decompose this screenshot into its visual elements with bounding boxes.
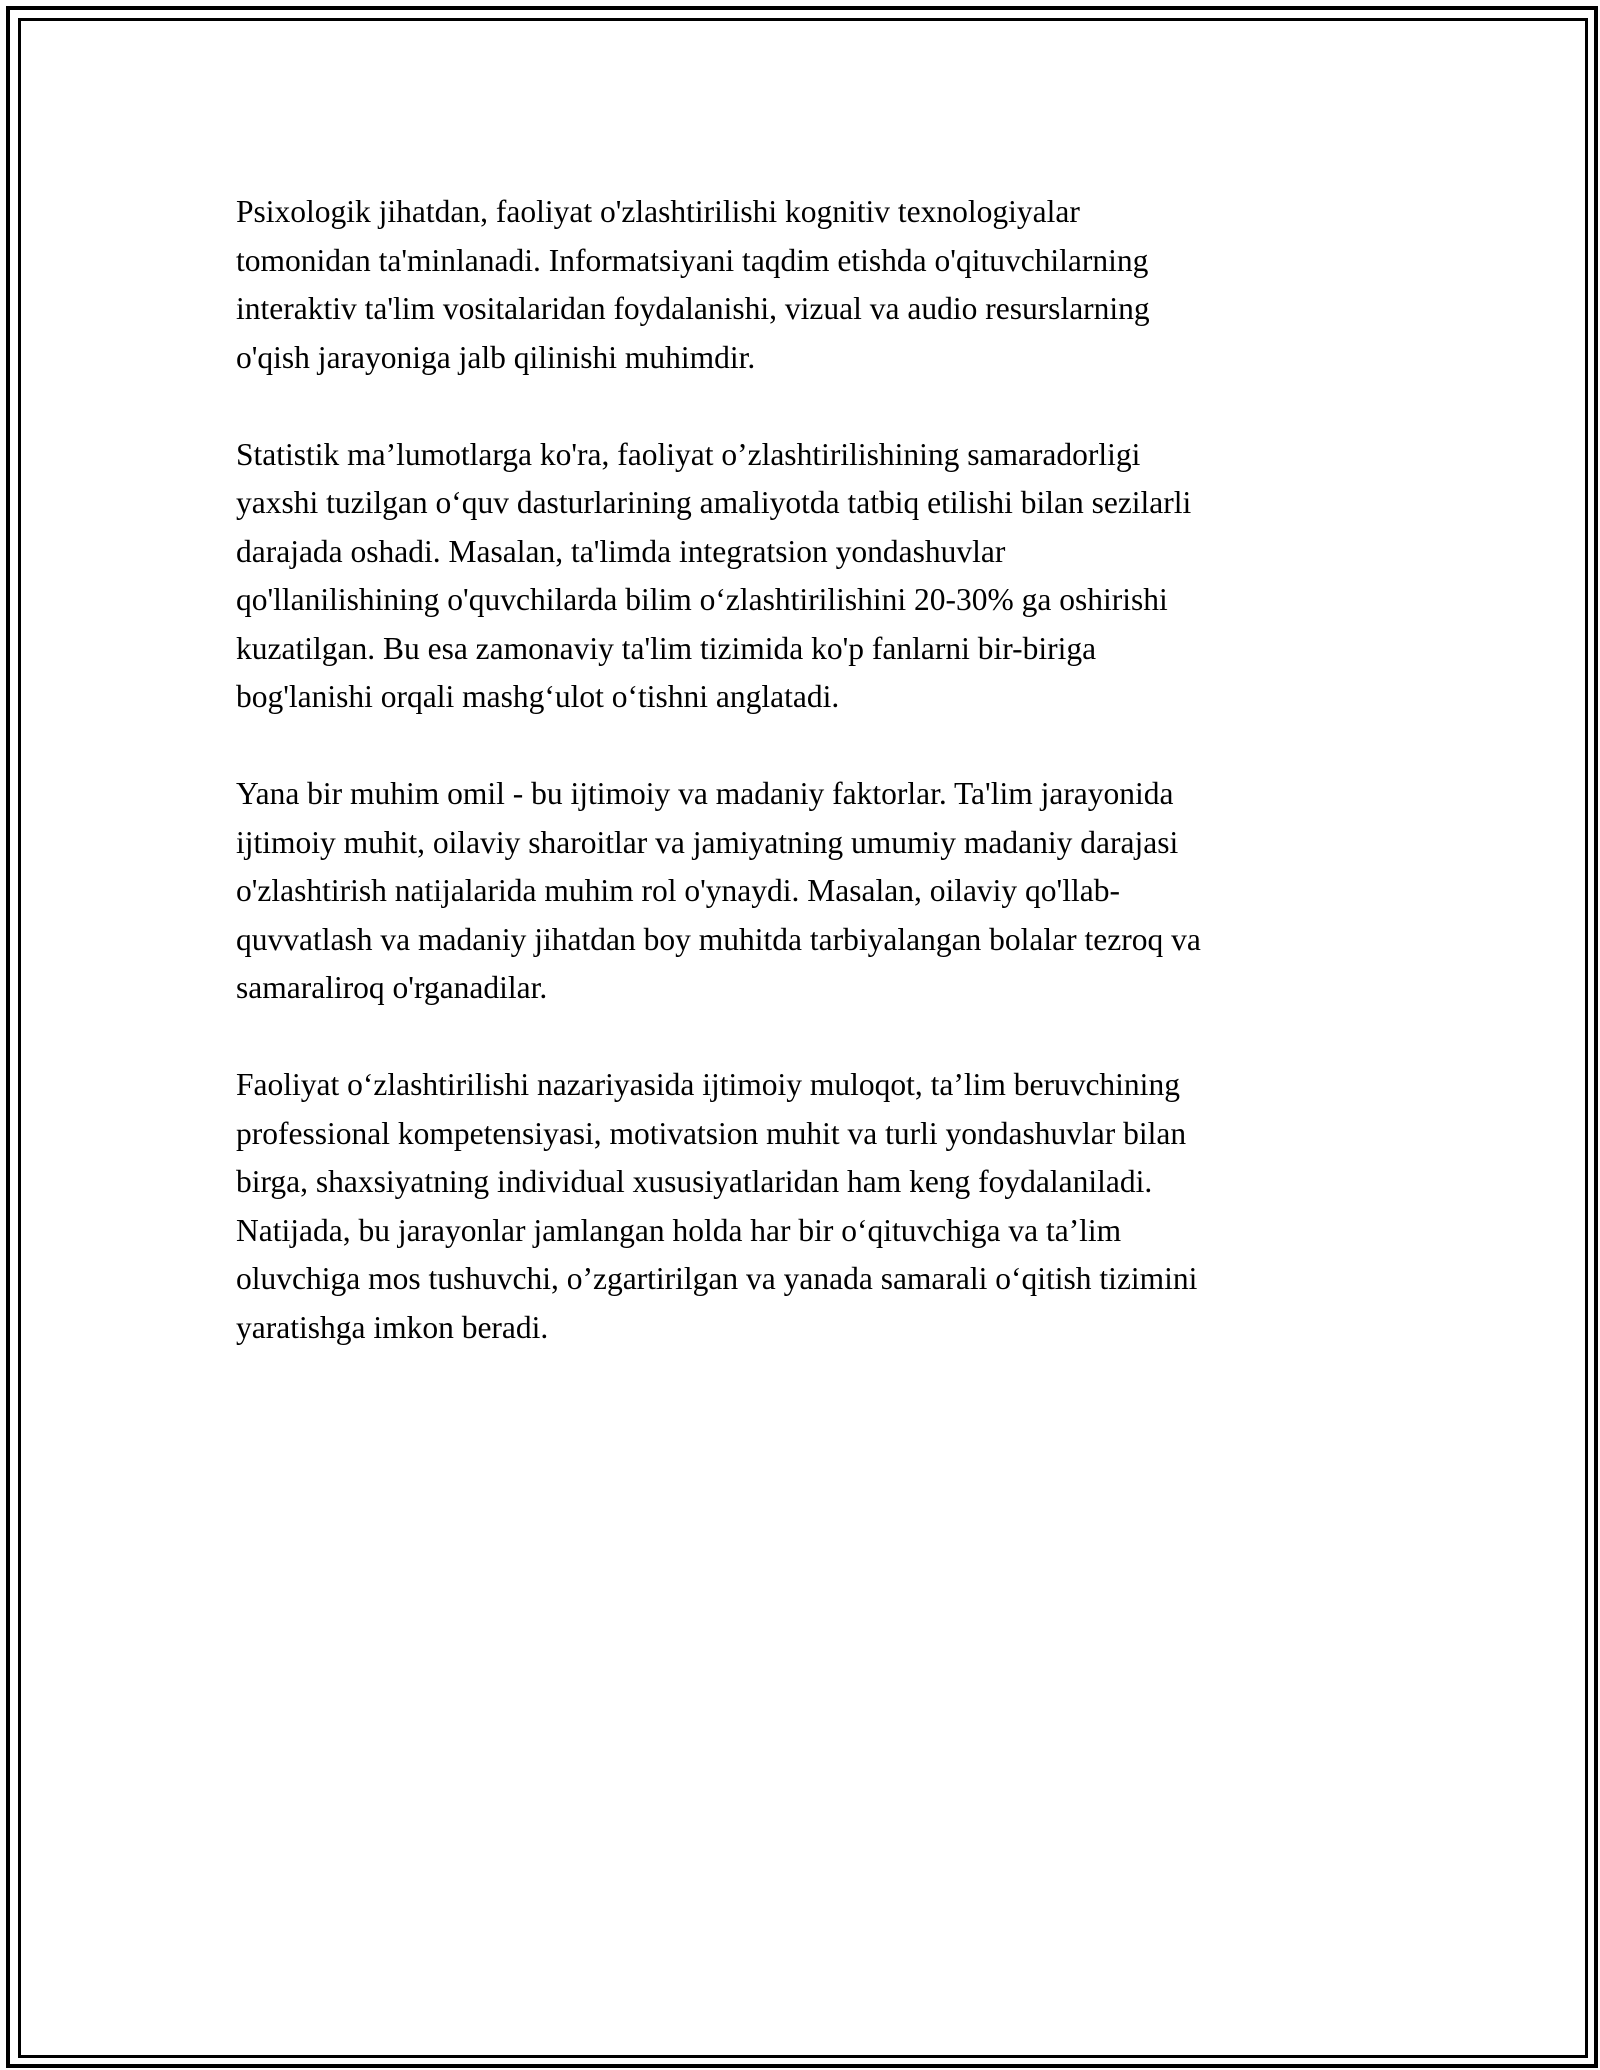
text-line: qo'llanilishining o'quvchilarda bilim o‘zlashtirilishini 20-30% ga oshirishi xyxy=(236,582,1168,617)
text-line: kuzatilgan. Bu esa zamonaviy ta'lim tizimida ko'p fanlarni bir-biriga xyxy=(236,630,1097,666)
text-line: bog'lanishi orqali mashg‘ulot o‘tishni anglatadi. xyxy=(236,679,840,714)
text-line: yaxshi tuzilgan o‘quv dasturlarining amaliyotda tatbiq etilishi bilan sezilarli xyxy=(236,485,1192,520)
paragraph-2 xyxy=(236,431,1386,722)
text-line: quvvatlash va madaniy jihatdan boy muhitda tarbiyalangan bolalar tezroq va xyxy=(236,921,1201,957)
paragraph-1 xyxy=(236,188,1386,382)
text-line: oluvchiga mos tushuvchi, o’zgartirilgan va yanada samarali o‘qitish tizimini xyxy=(236,1261,1198,1296)
text-line: o'qish jarayoniga jalb qilinishi muhimdir. xyxy=(236,339,756,375)
text-line: interaktiv ta'lim vositalaridan foydalanishi, vizual va audio resurslarning xyxy=(236,291,1150,326)
text-line: Statistik ma’lumotlarga ko'ra, faoliyat o’zlashtirilishining samaradorligi xyxy=(236,436,1141,472)
text-line: Faoliyat o‘zlashtirilishi nazariyasida ijtimoiy muloqot, ta’lim beruvchining xyxy=(236,1067,1180,1102)
document-body xyxy=(236,188,1386,1401)
text-line: o'zlashtirish natijalarida muhim rol o'ynaydi. Masalan, oilaviy qo'llab- xyxy=(236,873,1120,908)
text-line: professional kompetensiyasi, motivatsion muhit va turli yondashuvlar bilan xyxy=(236,1115,1187,1151)
text-line: yaratishga imkon beradi. xyxy=(236,1309,549,1345)
text-line: birga, shaxsiyatning individual xususiyatlaridan ham keng foydalaniladi. xyxy=(236,1164,1153,1199)
text-line: samaraliroq o'rganadilar. xyxy=(236,970,548,1005)
text-line: ijtimoiy muhit, oilaviy sharoitlar va jamiyatning umumiy madaniy darajasi xyxy=(236,824,1179,860)
paragraph-3 xyxy=(236,770,1386,1013)
paragraph-4 xyxy=(236,1061,1386,1352)
text-line: Yana bir muhim omil - bu ijtimoiy va madaniy faktorlar. Ta'lim jarayonida xyxy=(236,776,1174,811)
text-line: darajada oshadi. Masalan, ta'limda integratsion yondashuvlar xyxy=(236,533,1006,569)
text-line: Natijada, bu jarayonlar jamlangan holda har bir o‘qituvchiga va ta’lim xyxy=(236,1212,1122,1248)
text-line: Psixologik jihatdan, faoliyat o'zlashtirilishi kognitiv texnologiyalar xyxy=(236,194,1080,229)
text-line: tomonidan ta'minlanadi. Informatsiyani taqdim etishda o'qituvchilarning xyxy=(236,242,1149,278)
